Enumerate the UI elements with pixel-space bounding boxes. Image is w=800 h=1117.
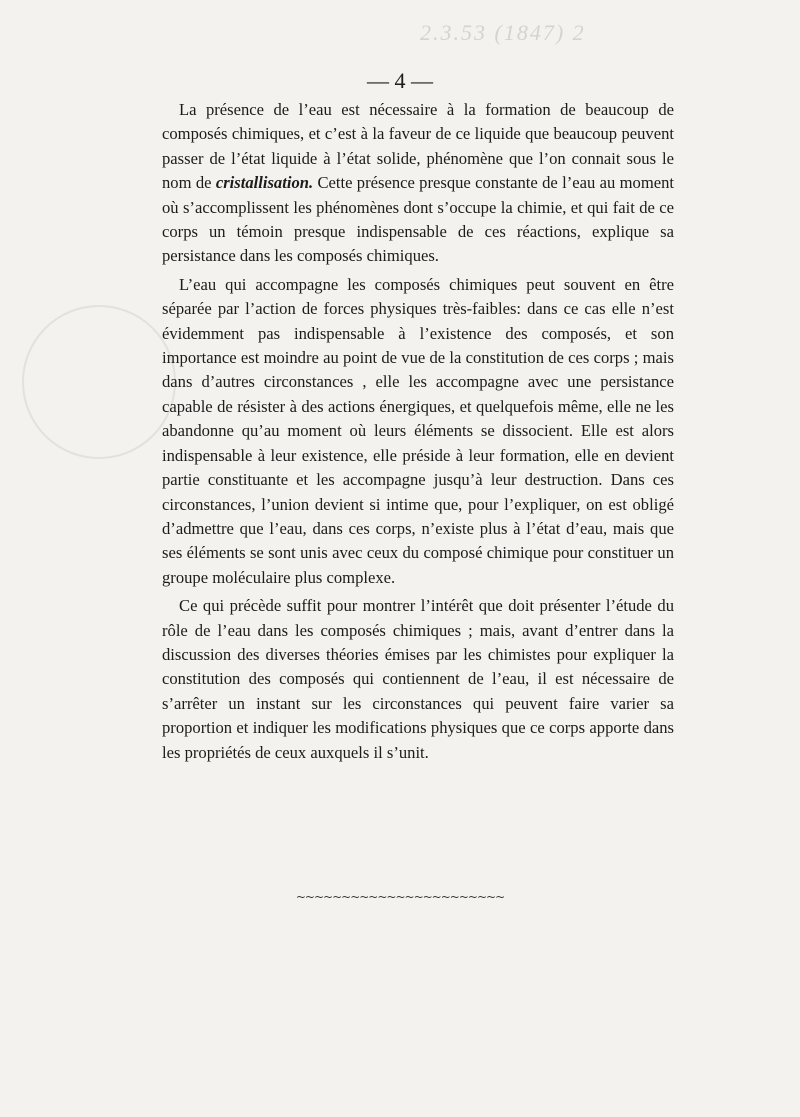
- end-ornament: ~~~~~~~~~~~~~~~~~~~~~~~: [295, 890, 505, 904]
- paragraph: [162, 98, 674, 269]
- handwritten-catalog-note: 2.3.53 (1847) 2: [420, 20, 586, 45]
- body-text: [162, 98, 674, 765]
- paragraph: [162, 594, 674, 765]
- emphasized-term: cristallisation.: [215, 173, 314, 193]
- paragraph-text: L’eau qui accompagne les composés chimiques peut souvent en être séparée par l’action de forces physiques très-faibles: dans ce cas elle n’est évidemment pas indispensable à l’existence des composés, et son importance est moindre au point de vue de la constitution de ces corps ; mais dans d’autres circonstances , elle les accompagne avec une persistance capable de résister à des actions énergiques, et quelquefois même, elle ne les abandonne qu’au moment où leurs éléments se dissocient. Elle est alors indispensable à leur existence, elle préside à leur formation, elle en devient partie constituante et les accompagne jusqu’à leur destruction. Dans ces circonstances, l’union devient si intime que, pour l’expliquer, on est obligé d’admettre que l’eau, dans ces corps, n’existe plus à l’état d’eau, mais que ses éléments se sont unis avec ceux du composé chimique pour constituer un groupe moléculaire plus complexe.: [162, 274, 674, 587]
- page-number: — 4 —: [367, 68, 433, 93]
- library-stamp: [22, 305, 176, 459]
- paragraph-text: La présence de l’eau est nécessaire à la formation de beaucoup de composés chimiques, et c’est à la faveur de ce liquide que beaucoup peuvent passer de l’état liquide à l’état solide, phénomène que l’on connait sous le nom de: [162, 100, 674, 193]
- paragraph: [162, 273, 674, 590]
- paragraph-text: Ce qui précède suffit pour montrer l’intérêt que doit présenter l’étude du rôle de l’eau dans les composés chimiques ; mais, avant d’entrer dans la discussion des diverses théories émises par les chimistes pour expliquer la constitution des composés qui contiennent de l’eau, il est nécessaire de s’arrêter un instant sur les circonstances qui peuvent faire varier sa proportion et indiquer les modifications physiques que ce corps apporte dans les propriétés de ceux auxquels il s’unit.: [162, 596, 674, 762]
- paragraph-text: Cette présence presque constante de l’eau au moment où s’accomplissent les phénomènes dont s’occupe la chimie, et qui fait de ce corps un témoin presque indispensable de ces réactions, explique sa persistance dans les composés chimiques.: [162, 173, 674, 266]
